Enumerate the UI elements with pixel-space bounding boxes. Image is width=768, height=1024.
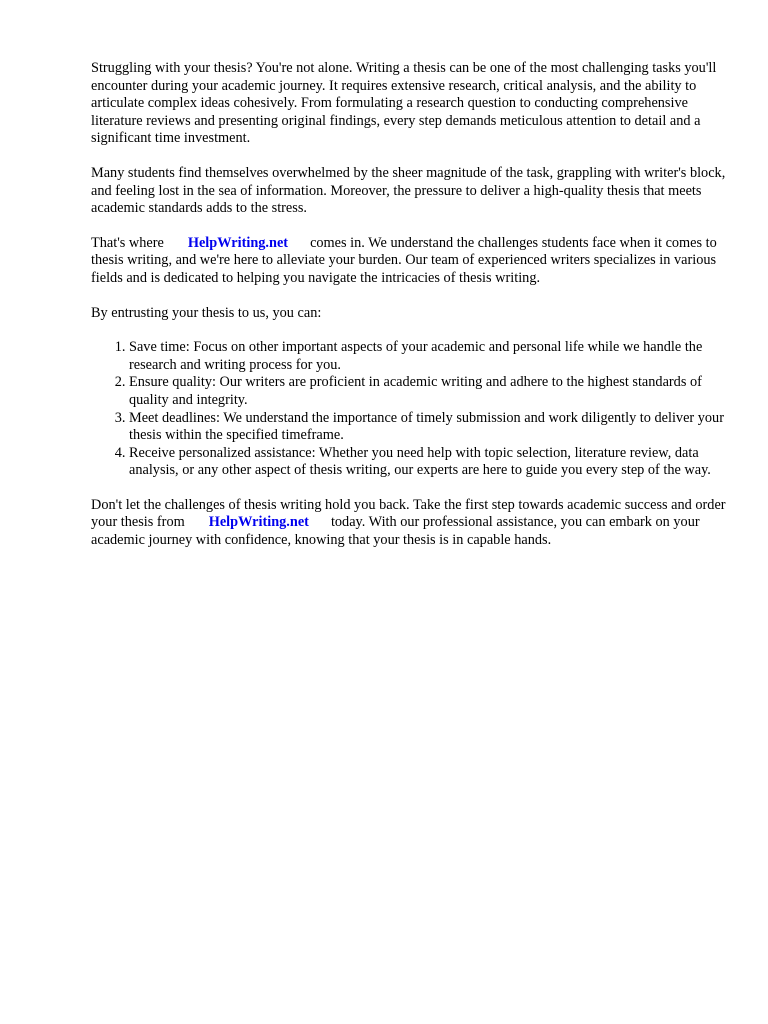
paragraph-intro: Struggling with your thesis? You're not alone. Writing a thesis can be one of the most challenging tasks you'll encounter during your academic journey. It requires extensive research, critical analysis, and the ability to articulate complex ideas cohesively. From formulating a research question to conducting comprehensive literature reviews and presenting original findings, every step demands meticulous attention to detail and a significant time investment. [91, 60, 717, 147]
paragraph-overwhelm: Many students find themselves overwhelmed by the sheer magnitude of the task, grappling with writer's block, and feeling lost in the sea of information. Moreover, the pressure to deliver a high-quality thesis that meets academic standards adds to the stress. [91, 164, 726, 217]
paragraph-cta-lead: Don't let the challenges of thesis writing hold you back. Take the first step towards academic success and order your thesis from [91, 496, 726, 531]
paragraph-service-rest: comes in. We understand the challenges students face when it comes to thesis writing, and we're here to alleviate your burden. Our team of experienced writers specializes in various fields and is dedicated to helping you navigate the intricacies of thesis writing. [91, 234, 717, 286]
paragraph-service-lead: That's where [91, 234, 164, 251]
list-item: 4. Receive personalized assistance: Whether you need help with topic selection, literature review, data analysis, or any other aspect of thesis writing, our experts are here to guide you every step of the way. [129, 445, 731, 480]
document-page [91, 60, 731, 567]
helpwriting-link-cta[interactable]: HelpWriting.net [208, 514, 309, 531]
paragraph-benefits-intro: By entrusting your thesis to us, you can: [91, 304, 322, 321]
list-item: 2. Ensure quality: Our writers are proficient in academic writing and adhere to the highest standards of quality and integrity. [129, 374, 731, 409]
paragraph-cta-rest: today. With our professional assistance, you can embark on your academic journey with confidence, knowing that your thesis is in capable hands. [91, 514, 700, 549]
helpwriting-link[interactable]: HelpWriting.net [187, 234, 289, 251]
benefits-list [91, 339, 731, 480]
paragraph-call-to-action [91, 497, 731, 550]
paragraph-service [91, 235, 731, 288]
list-item: 1. Save time: Focus on other important aspects of your academic and personal life while we handle the research and writing process for you. [129, 339, 731, 374]
list-item: 3. Meet deadlines: We understand the importance of timely submission and work diligently to deliver your thesis within the specified timeframe. [129, 410, 731, 445]
